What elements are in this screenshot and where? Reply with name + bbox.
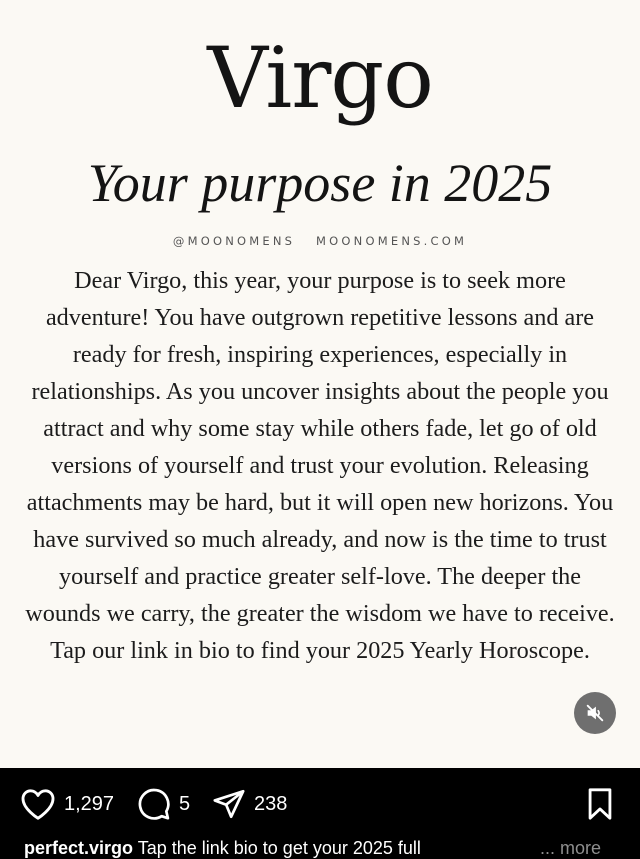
caption-more-link[interactable]: ... more — [534, 838, 601, 859]
post-handles — [0, 234, 640, 248]
speaker-muted-icon — [584, 702, 606, 724]
comment-button[interactable] — [137, 786, 190, 822]
caption-username[interactable]: perfect.virgo — [24, 838, 134, 858]
heart-icon — [20, 787, 56, 821]
share-count: 238 — [254, 792, 288, 815]
like-button[interactable] — [20, 786, 114, 822]
save-button[interactable] — [584, 786, 616, 822]
handle-right: MOONOMENS.COM — [316, 234, 468, 248]
paper-plane-icon — [212, 787, 246, 821]
handle-left: @MOONOMENS — [172, 234, 296, 248]
post-body-text: Dear Virgo, this year, your purpose is to seek more adventure! You have outgrown repetitive lessons and are ready for fresh, inspiring experiences, especially in relationships. As you uncover insights about the people you attract and why some stay while others fade, let go of old versions of yourself and trust your evolution. Releasing attachments may be hard, but it will open new horizons. You have survived so much already, and now is the time to trust yourself and practice greater self-love. The deeper the wounds we carry, the greater the wisdom we have to receive. Tap our link in bio to find your 2025 Yearly Horoscope. — [25, 267, 615, 664]
mute-button[interactable] — [574, 692, 616, 734]
post-caption — [24, 838, 624, 859]
like-count: 1,297 — [64, 792, 115, 815]
action-bar — [0, 768, 640, 840]
post-title: Virgo — [207, 29, 433, 127]
post-subtitle: Your purpose in 2025 — [87, 153, 553, 213]
comment-bubble-icon — [137, 787, 171, 821]
comment-count: 5 — [179, 792, 191, 815]
bookmark-icon — [584, 787, 616, 821]
caption-text: Tap the link bio to get your 2025 full — [137, 838, 421, 858]
share-button[interactable] — [212, 786, 287, 822]
